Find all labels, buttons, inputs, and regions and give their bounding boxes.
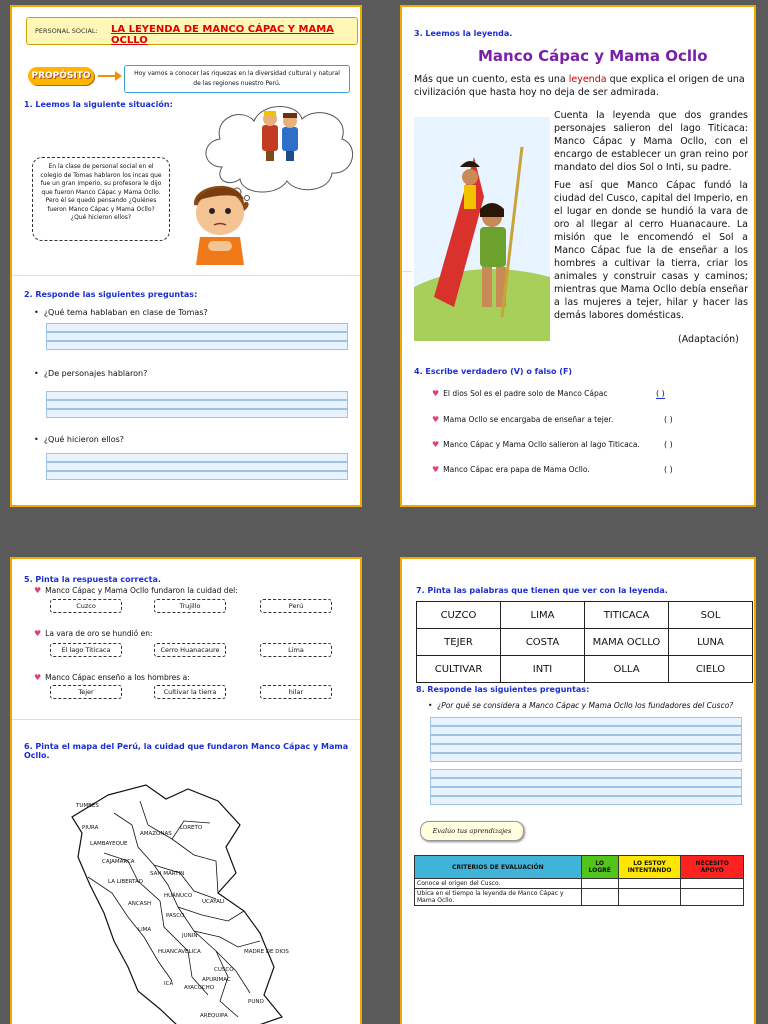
word-cell[interactable]: LIMA [501,602,585,629]
evaluation-label: Evalúo tus aprendizajes [432,827,512,835]
map-label-san-martin: SAN MARTIN [150,871,185,877]
map-label-la-libertad: LA LIBERTAD [108,879,143,885]
option-hilar[interactable]: hilar [260,685,332,699]
answer-lines-a[interactable] [46,323,348,350]
map-label-tumbes: TUMBES [76,803,99,809]
option-cerro-huanacaure[interactable]: Cerro Huanacaure [154,643,226,657]
legend-paragraph-2: Fue así que Manco Cápac fundó la ciudad del Cusco, capital del Imperio, en el lugar en donde se hundió la vara de oro al llegar al cerro Huanacaure. La misión que le encomendó el Sol a Manco Cápac fue la de enseñar a los hombres a cultivar la tierra, criar los animales y construir casas y caminos; mientras que Mama Ocllo debía enseñar a las mujeres a tejer, hilar y hacer las demás labores domésticas. [554,180,748,321]
option-cuzco[interactable]: Cuzco [50,599,122,613]
bullet-icon: • [428,701,433,710]
map-label-puno: PUNO [248,999,264,1005]
word-cell[interactable]: OLLA [585,656,669,683]
tf-text-3: Manco Cápac y Mama Ocllo salieron al lago Titicaca. [443,440,640,449]
question-c [34,435,124,444]
tf-answer-3[interactable]: ( ) [664,440,673,449]
word-cell[interactable]: CIELO [669,656,753,683]
heart-bullet-icon: ♥ [34,629,42,638]
question-b [34,369,147,378]
answer-lines-8b[interactable] [430,769,742,805]
intentando-check-cell[interactable] [618,879,681,889]
option-lago-titicaca[interactable]: El lago Titicaca [50,643,122,657]
answer-lines-8a[interactable] [430,717,742,762]
proposito-box [124,65,350,93]
bullet-icon: • [34,435,39,444]
tf-text-1: El dios Sol es el padre solo de Manco Cápac [443,389,608,398]
word-cell[interactable]: INTI [501,656,585,683]
proposito-text: Hoy vamos a conocer las riquezas en la diversidad cultural y natural de las regiones nuestro Perú. [134,70,340,87]
separator-line [12,275,362,276]
evaluation-header-row [415,856,744,879]
question-a-text: ¿Qué tema hablaban en clase de Tomas? [43,308,208,317]
legend-paragraph-1: Cuenta la leyenda que dos grandes personajes salieron del lago Titicaca: Manco Cápac y Mama Ocllo, con el encargo de establecer un gran reino por mandato del dios Sol o Inti, su padre. [554,110,748,173]
map-label-pasco: PASCO [166,913,185,919]
criteria-cell: Conoce el origen del Cusco. [415,879,582,889]
heart-bullet-icon: ♥ [432,389,440,398]
option-peru[interactable]: Perú [260,599,332,613]
map-label-huancavelica: HUANCAVELICA [158,949,201,955]
option-trujillo[interactable]: Trujillo [154,599,226,613]
criteria-row [415,879,744,889]
bullet-icon: • [34,308,39,317]
proposito-badge [28,67,94,85]
situation-text: En la clase de personal social en el colegio de Tomas hablaron los incas que fue un gran imperio, su profesora le dijo que fueron Manco Cápac y Mama Ocllo. Pero él se quedó pensando ¿Quiénes fueron Manco Cápac y Mama Ocllo? ¿Qué hicieron ellos? [40,163,162,221]
prompt-1-text: Manco Cápac y Mama Ocllo fundaron la cuidad del: [45,586,238,595]
criteria-row [415,889,744,906]
prompt-1 [34,586,238,595]
question-4-label: 4. Escribe verdadero (V) o falso (F) [414,367,573,376]
criteria-cell: Ubica en el tiempo la leyenda de Manco Cápac y Mama Ocllo. [415,889,582,906]
question-5-label: 5. Pinta la respuesta correcta. [24,575,161,584]
tf-text-2: Mama Ocllo se encargaba de enseñar a tejer. [443,415,614,424]
intro-part-a: Más que un cuento, esta es una [414,74,569,85]
option-lima[interactable]: Lima [260,643,332,657]
map-label-ancash: ANCASH [128,901,152,907]
question-1-label: 1. Leemos la siguiente situación: [24,100,173,109]
prompt-2-text: La vara de oro se hundió en: [45,629,153,638]
adaptacion-note: (Adaptación) [678,334,739,345]
tf-statement-1 [432,389,607,398]
title-bar [26,17,358,45]
heart-bullet-icon: ♥ [432,415,440,424]
map-label-lima: LIMA [138,927,152,933]
question-8-label: 8. Responde las siguientes preguntas: [416,685,590,694]
logre-header: LO LOGRÉ [581,856,618,879]
tf-text-4: Manco Cápac era papa de Mama Ocllo. [443,465,590,474]
manco-capac-illustration [414,117,550,341]
logre-check-cell[interactable] [581,889,618,906]
map-label-apurimac: APURIMAC [202,977,231,983]
word-row [417,656,753,683]
legend-title: Manco Cápac y Mama Ocllo [478,47,708,65]
prompt-3 [34,673,190,682]
apoyo-check-cell[interactable] [681,879,744,889]
question-8 [428,701,733,710]
map-label-ica: ICA [164,981,174,987]
option-tejer[interactable]: Tejer [50,685,122,699]
tf-answer-4[interactable]: ( ) [664,465,673,474]
answer-lines-b[interactable] [46,391,348,418]
subject-label: PERSONAL SOCIAL: [35,27,98,35]
question-8-text: ¿Por qué se considera a Manco Cápac y Mama Ocllo los fundadores del Cusco? [437,701,734,710]
question-7-label: 7. Pinta las palabras que tienen que ver con la leyenda. [416,586,668,595]
proposito-label: PROPÓSITO [31,71,91,81]
tf-answer-2[interactable]: ( ) [664,415,673,424]
page-4 [400,557,756,1024]
map-label-huanuco: HUÁNUCO [164,893,193,899]
intentando-check-cell[interactable] [618,889,681,906]
map-label-cusco: CUSCO [214,967,234,973]
question-3-label: 3. Leemos la leyenda. [414,29,513,38]
heart-bullet-icon: ♥ [34,673,42,682]
evaluation-badge [420,821,524,841]
page-3 [10,557,362,1024]
map-label-junin: JUNIN [182,933,198,939]
page-2 [400,5,756,507]
heart-bullet-icon: ♥ [34,586,42,595]
heart-bullet-icon: ♥ [432,465,440,474]
criteria-header: CRITERIOS DE EVALUACIÓN [415,856,582,879]
map-label-lambayeque: LAMBAYEQUE [90,841,128,847]
question-a [34,308,208,317]
separator-line [402,271,412,272]
word-cell[interactable]: TEJER [417,629,501,656]
map-label-arequipa: AREQUIPA [200,1013,228,1019]
heart-bullet-icon: ♥ [432,440,440,449]
tf-statement-4 [432,465,590,474]
word-cell[interactable]: COSTA [501,629,585,656]
question-2-label: 2. Responde las siguientes preguntas: [24,290,198,299]
logre-check-cell[interactable] [581,879,618,889]
map-label-loreto: LORETO [180,825,203,831]
tf-statement-2 [432,415,613,424]
word-cell[interactable]: MAMA OCLLO [585,629,669,656]
evaluation-table [414,855,744,906]
option-cultivar[interactable]: Cultivar la tierra [154,685,226,699]
map-label-amazonas: AMAZONAS [140,831,172,837]
page-1 [10,5,362,507]
word-cell[interactable]: CUZCO [417,602,501,629]
question-b-text: ¿De personajes hablaron? [43,369,148,378]
boy-thinking-image [184,175,256,265]
page-title: LA LEYENDA DE MANCO CÁPAC Y MAMA OCLLO [111,24,334,46]
bullet-icon: • [34,369,39,378]
map-label-cajamarca: CAJAMARCA [102,859,135,865]
situation-box [32,157,170,241]
tf-answer-1[interactable]: ( ) [656,389,665,398]
answer-lines-c[interactable] [46,453,348,480]
apoyo-check-cell[interactable] [681,889,744,906]
legend-intro [414,73,750,99]
map-label-piura: PIURA [82,825,99,831]
prompt-3-text: Manco Cápac enseño a los hombres a: [45,673,190,682]
intro-red-word: leyenda [568,74,607,85]
word-grid [416,601,753,683]
arrow-head-icon [115,71,122,81]
word-row [417,602,753,629]
intro-part-b: que explica el origen de una civilización que hasta hoy no deja de ser admirada. [414,74,745,98]
question-c-text: ¿Qué hicieron ellos? [43,435,125,444]
question-6-label: 6. Pinta el mapa del Perú, la cuidad que fundaron Manco Cápac y Mama Ocllo. [24,742,349,760]
word-cell[interactable]: CULTIVAR [417,656,501,683]
word-row [417,629,753,656]
prompt-2 [34,629,153,638]
peru-map[interactable] [68,781,298,1024]
map-label-ucayali: UCAYALI [202,899,225,905]
intentando-header: LO ESTOY INTENTANDO [618,856,681,879]
word-cell[interactable]: SOL [669,602,753,629]
tf-statement-3 [432,440,640,449]
word-cell[interactable]: LUNA [669,629,753,656]
word-cell[interactable]: TITICACA [585,602,669,629]
separator-line [12,719,362,720]
map-label-ayacucho: AYACUCHO [184,985,215,991]
map-label-madre-de-dios: MADRE DE DIOS [244,949,289,955]
arrow-icon [98,75,116,77]
apoyo-header: NECESITO APOYO [681,856,744,879]
